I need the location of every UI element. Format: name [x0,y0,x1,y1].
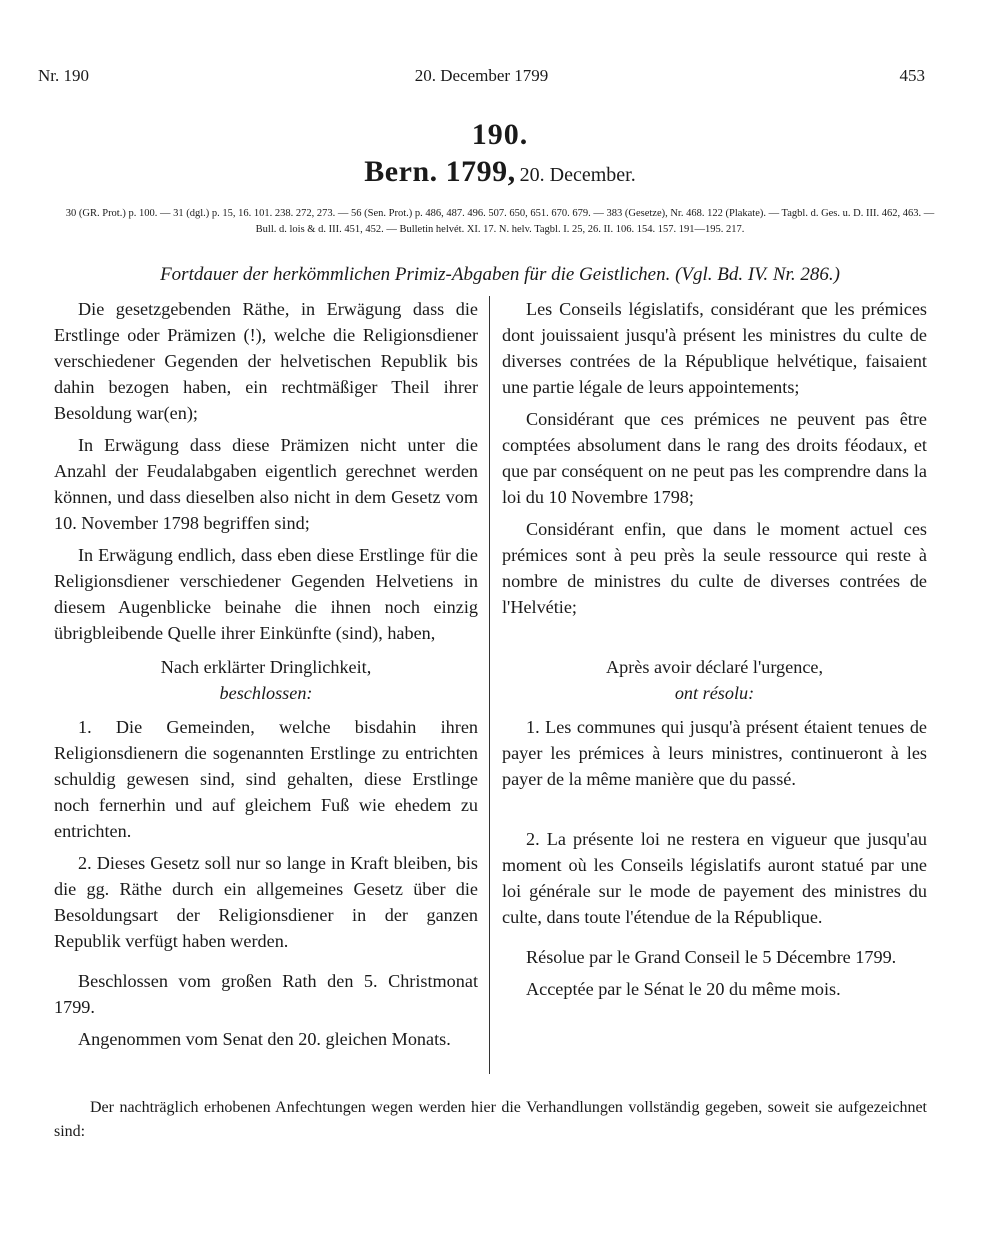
french-resolved: ont résolu: [674,683,755,703]
date-label: 20. December. [519,164,636,186]
german-paragraph-2: In Erwägung dass diese Prämizen nicht unter die Anzahl der Feudalabgaben eigentlich gerechnet werden können, und dass dieselben also nicht in dem Gesetz vom 10. November 1798 begriffen sind; [54,435,478,533]
german-resolved: beschlossen: [219,683,313,703]
running-header [38,66,925,90]
german-article-2: 2. Dieses Gesetz soll nur so lange in Kraft bleiben, bis die gg. Räthe durch ein allgemeines Gesetz über die Besoldungsart der Religionsdiener in der ganzen Republik verfügt haben werden. [54,853,478,951]
german-closing-2: Angenommen vom Senat den 20. gleichen Monats. [78,1029,451,1049]
section-heading: Fortdauer der herkömmlichen Primiz-Abgaben für die Geistlichen. (Vgl. Bd. IV. Nr. 286.) [160,264,840,285]
french-closing-2: Acceptée par le Sénat le 20 du même mois. [526,979,841,999]
german-paragraph-1: Die gesetzgebenden Räthe, in Erwägung dass die Erstlinge oder Prämizen (!), welche die Religionsdiener verschiedener Gegenden der helvetischen Republik bis dahin bezogen haben, ein rechtmäßiger Theil ihrer Besoldung war(en); [54,299,478,423]
french-article-2: 2. La présente loi ne restera en vigueur que jusqu'au moment où les Conseils législatifs auront statué par une loi générale sur le mode de payement des ministres du culte, dans toute l'étendue de la République. [502,829,927,927]
place-year: Bern. 1799, [364,155,516,188]
french-paragraph-3: Considérant enfin, que dans le moment actuel ces prémices sont à peu près la seule ressource qui reste à nombre de ministres du culte de diverses contrées de l'Helvétie; [502,519,927,617]
place-and-date [0,155,1000,189]
french-urgency: Après avoir déclaré l'urgence, [605,657,824,677]
french-column [502,296,927,1008]
page-number: 453 [899,66,925,85]
german-urgency: Nach erklärter Dringlichkeit, [160,657,372,677]
german-paragraph-3: In Erwägung endlich, dass eben diese Erstlinge für die Religionsdiener verschiedener Gegenden Helvetiens in diesem Augenblicke beinahe die ihnen noch einzig übrigbleibende Quelle ihrer Einkünfte (sind), haben, [54,545,478,643]
column-divider [489,296,490,1074]
document-number-header: Nr. 190 [38,66,89,85]
header-date: 20. December 1799 [414,66,549,85]
german-closing-1: Beschlossen vom großen Rath den 5. Christmonat 1799. [54,971,478,1017]
french-article-1: 1. Les communes qui jusqu'à présent étaient tenues de payer les prémices à leurs ministres, continueront à les payer de la même manière que du passé. [502,717,927,789]
document-number: 190. [471,118,529,151]
german-article-1: 1. Die Gemeinden, welche bisdahin ihren Religionsdienern die sogenannten Erstlinge zu entrichten schuldig gewesen sind, sind gehalten, diese Erstlinge noch fernerhin und auf gleichem Fuß wie ehedem zu entrichten. [54,717,478,841]
source-references: 30 (GR. Prot.) p. 100. — 31 (dgl.) p. 15, 16. 101. 238. 272, 273. — 56 (Sen. Prot.) p. 486, 487. 496. 507. 650, 651. 670. 679. — 383 (Gesetze), Nr. 468. 122 (Plakate). — Tagbl. d. Ges. u. D. III. 462, 463. — Bull. d. lois & d. III. 451, 452. — Bulletin helvét. XI. 17. N. helv. Tagbl. I. 25, 26. II. 106. 154. 157. 191—195. 217. [65,208,935,235]
footer-note: Der nachträglich erhobenen Anfechtungen wegen werden hier die Verhandlungen vollständig gegeben, soweit sie aufgezeichnet sind: [54,1099,927,1140]
french-paragraph-2: Considérant que ces prémices ne peuvent pas être comptées absolument dans le rang des droits féodaux, et que par conséquent on ne peut pas les comprendre dans la loi du 10 Novembre 1798; [502,409,927,507]
french-closing-1: Résolue par le Grand Conseil le 5 Décembre 1799. [526,947,897,967]
german-column [54,296,478,1058]
french-paragraph-1: Les Conseils législatifs, considérant que les prémices dont jouissaient jusqu'à présent les ministres du culte de diverses contrées de la République helvétique, faisaient une partie légale de leurs appointements; [502,299,927,397]
